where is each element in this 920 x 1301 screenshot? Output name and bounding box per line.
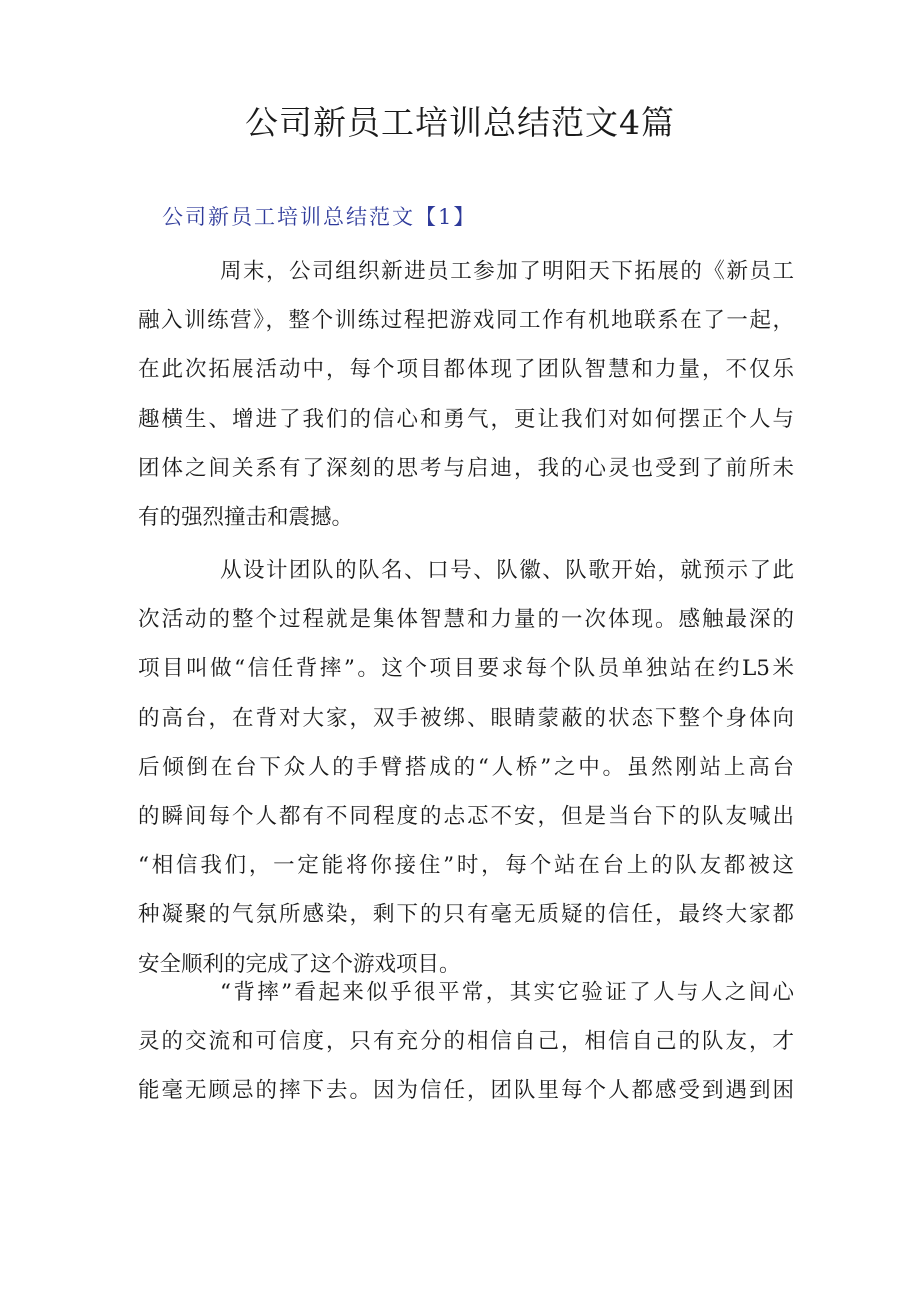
paragraph-line: 项目叫做“信任背摔”。这个项目要求每个队员单独站在约L5米: [138, 656, 794, 682]
paragraph-line: 周末，公司组织新进员工参加了明阳天下拓展的《新员工: [220, 259, 794, 284]
paragraph-line: 有的强烈撞击和震撼。: [138, 504, 354, 530]
paragraph-line: “相信我们，一定能将你接住”时，每个站在台上的队友都被这: [138, 853, 794, 879]
paragraph-line: 种凝聚的气氛所感染，剩下的只有毫无质疑的信任，最终大家都: [138, 902, 794, 928]
paragraph-line: 的瞬间每个人都有不同程度的忐忑不安，但是当台下的队友喊出: [138, 803, 794, 829]
paragraph-line: 从设计团队的队名、口号、队徽、队歌开始，就预示了此: [220, 558, 794, 583]
paragraph-line: 在此次拓展活动中，每个项目都体现了团队智慧和力量，不仅乐: [138, 357, 794, 383]
paragraph-line: 团体之间关系有了深刻的思考与启迪，我的心灵也受到了前所未: [138, 455, 794, 481]
document-title: 公司新员工培训总结范文4篇: [245, 103, 675, 142]
paragraph-line: 后倾倒在台下众人的手臂搭成的“人桥”之中。虽然刚站上高台: [138, 754, 794, 780]
paragraph-line: “背摔”看起来似乎很平常，其实它验证了人与人之间心: [220, 980, 794, 1005]
section-heading: 公司新员工培训总结范文【1】: [162, 205, 477, 229]
paragraph-line: 能毫无顾忌的摔下去。因为信任，团队里每个人都感受到遇到困: [138, 1078, 794, 1104]
paragraph-line: 的高台，在背对大家，双手被绑、眼睛蒙蔽的状态下整个身体向: [138, 705, 794, 731]
paragraph-3: [138, 968, 794, 1116]
paragraph-line: 次活动的整个过程就是集体智慧和力量的一次体现。感触最深的: [138, 607, 794, 633]
paragraph-line: 安全顺利的完成了这个游戏项目。: [138, 951, 461, 977]
paragraph-2: [138, 546, 794, 989]
paragraph-line: 融入训练营》，整个训练过程把游戏同工作有机地联系在了一起，: [138, 308, 794, 334]
paragraph-1: [138, 247, 794, 542]
paragraph-line: 灵的交流和可信度，只有充分的相信自己，相信自己的队友，才: [138, 1029, 794, 1055]
paragraph-line: 趣横生、增进了我们的信心和勇气，更让我们对如何摆正个人与: [138, 406, 794, 432]
